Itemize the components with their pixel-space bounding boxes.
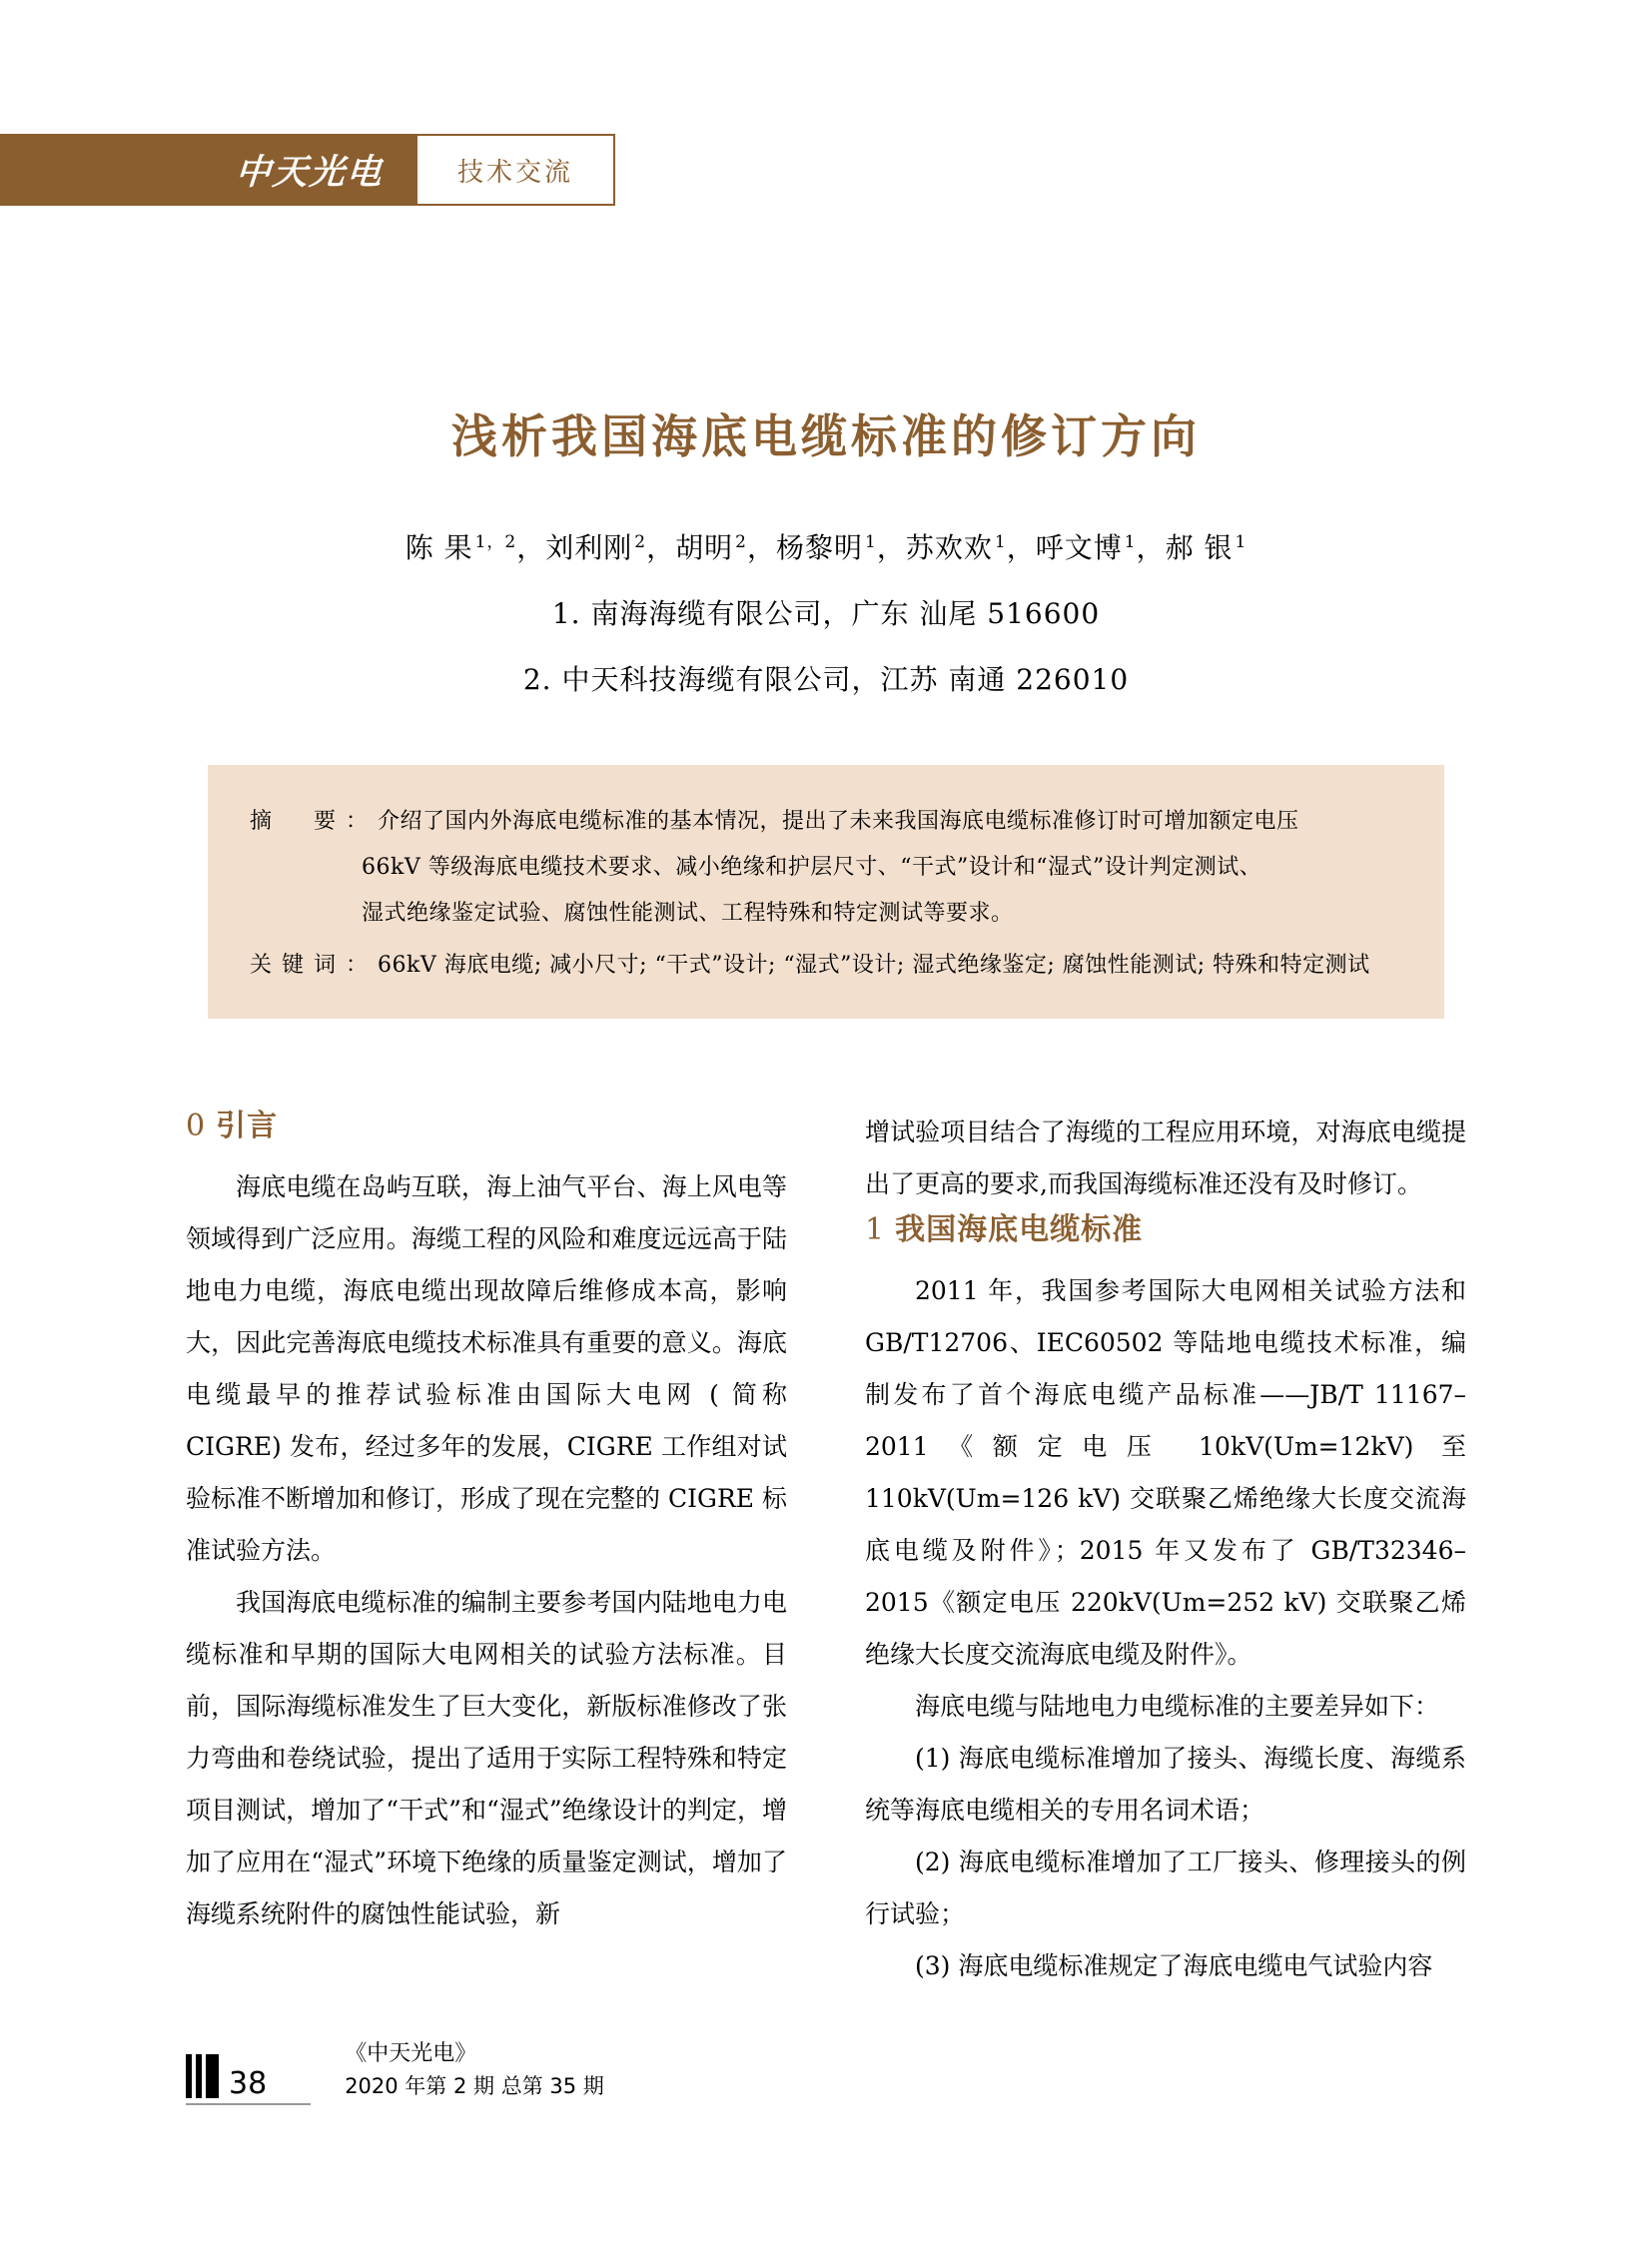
- keywords-label: 关键词：: [250, 953, 379, 978]
- footer-meta: [345, 2037, 604, 2105]
- paragraph: 我国海底电缆标准的编制主要参考国内陆地电力电缆标准和早期的国际大电网相关的试验方法标准。目前，国际海缆标准发生了巨大变化，新版标准修改了张力弯曲和卷绕试验，提出了适用于实际工程特殊和特定项目测试，增加了“干式”和“湿式”绝缘设计的判定，增加了应用在“湿式”环境下绝缘的质量鉴定测试，增加了海缆系统附件的腐蚀性能试验，新: [186, 1587, 787, 1928]
- affiliation-1: 1. 南海海缆有限公司，广东 汕尾 516600: [551, 597, 1101, 631]
- abstract-panel: [208, 765, 1444, 1019]
- author-affil-marker: 2: [735, 531, 747, 552]
- list-item: (3) 海底电缆标准规定了海底电缆电气试验内容: [915, 1950, 1433, 1980]
- keywords-text: 66kV 海底电缆; 减小尺寸; “干式”设计; “湿式”设计; 湿式绝缘鉴定; 腐蚀性能测试; 特殊和特定测试: [378, 953, 1370, 978]
- author-list: 陈 果 $^{1,2}$，刘利刚 $^2$，胡明 $^2$，杨黎明 $^1$，苏欢欢 $^1$，呼文博 $^1$，郝 银 $^1$: [405, 531, 1247, 565]
- page-title: 浅析我国海底电缆标准的修订方向: [451, 409, 1201, 463]
- list-item: (2) 海底电缆标准增加了工厂接头、修理接头的例行试验；: [865, 1847, 1466, 1928]
- author-entry: 郝 银 $^1$: [1165, 531, 1247, 565]
- author-entry: 杨黎明 $^1$: [775, 531, 877, 565]
- author-affil-marker: 1: [865, 531, 877, 552]
- abstract-row: [250, 799, 1402, 845]
- author-entry: 刘利刚 $^2$: [545, 531, 647, 565]
- section-heading-1: [865, 1210, 1466, 1251]
- author-entry: 胡明 $^2$: [675, 531, 747, 565]
- title-block: [0, 409, 1652, 698]
- section-number: 0: [186, 1109, 207, 1143]
- author-affil-marker: 1: [1235, 531, 1247, 552]
- section-tab-label: 技术交流: [456, 157, 573, 188]
- paragraph: 2011 年，我国参考国际大电网相关试验方法和 GB/T12706、IEC60502 等陆地电缆技术标准，编制发布了首个海底电缆产品标准——JB/T 11167–2011《额定电压 10kV(Um=12kV) 至 110kV(Um=126 kV) 交联聚乙烯绝缘大长度交流海底电缆及附件》；2015 年又发布了 GB/T32346–2015《额定电压 220kV(Um=252 kV) 交联聚乙烯绝缘大长度交流海底电缆及附件》。: [865, 1275, 1466, 1669]
- author-entry: 苏欢欢 $^1$: [905, 531, 1007, 565]
- author-affil-marker: 1: [1124, 531, 1137, 552]
- brand-logo-text: 中天光电: [234, 152, 386, 193]
- page-footer: [186, 2037, 1085, 2105]
- author-affil-marker: 2: [634, 531, 647, 552]
- author-entry: 陈 果 $^{1,2}$: [405, 531, 517, 565]
- affiliation-2: 2. 中天科技海缆有限公司，江苏 南通 226010: [522, 663, 1130, 697]
- abstract-line-3: 湿式绝缘鉴定试验、腐蚀性能测试、工程特殊和特定测试等要求。: [362, 901, 1014, 926]
- list-item: (1) 海底电缆标准增加了接头、海缆长度、海缆系统等海底电缆相关的专用名词术语；: [865, 1743, 1466, 1825]
- section-number: 1: [865, 1212, 886, 1247]
- section-tab: [417, 134, 615, 206]
- running-header: [0, 134, 619, 206]
- author-entry: 呼文博 $^1$: [1035, 531, 1137, 565]
- author-affil-marker: 1，2: [474, 531, 517, 552]
- issue-text: 2020 年第 2 期 总第 35 期: [345, 2074, 604, 2098]
- section-title: 我国海底电缆标准: [895, 1212, 1144, 1247]
- author-affil-marker: 1: [994, 531, 1007, 552]
- paragraph-continued: 增试验项目结合了海缆的工程应用环境，对海底电缆提出了更高的要求,而我国海缆标准还没有及时修订。: [865, 1118, 1466, 1198]
- body-columns: [186, 1107, 1466, 1992]
- page-number: 38: [229, 2066, 268, 2101]
- abstract-line-2: 66kV 等级海底电缆技术要求、减小绝缘和护层尺寸、“干式”设计和“湿式”设计判定测试、: [362, 855, 1262, 880]
- abstract-line-1: 介绍了国内外海底电缆标准的基本情况，提出了未来我国海底电缆标准修订时可增加额定电压: [378, 809, 1299, 834]
- paragraph: 海底电缆在岛屿互联，海上油气平台、海上风电等领域得到广泛应用。海缆工程的风险和难度远远高于陆地电力电缆，海底电缆出现故障后维修成本高，影响大，因此完善海底电缆技术标准具有重要的意义。海底电缆最早的推荐试验标准由国际大电网 ( 简称 CIGRE) 发布，经过多年的发展，CIGRE 工作组对试验标准不断增加和修订，形成了现在完整的 CIGRE 标准试验方法。: [186, 1171, 787, 1565]
- section-heading-0: [186, 1107, 787, 1147]
- section-title: 引言: [216, 1109, 279, 1143]
- brand-bar: [0, 134, 417, 206]
- paragraph: 海底电缆与陆地电力电缆标准的主要差异如下：: [915, 1691, 1440, 1721]
- right-column: [865, 1107, 1466, 1992]
- keywords-row: [250, 943, 1402, 989]
- folio-bars-icon: [186, 2054, 219, 2098]
- journal-name: 《中天光电》: [345, 2041, 477, 2066]
- left-column: [186, 1107, 787, 1992]
- folio: [186, 2054, 311, 2105]
- abstract-label: 摘 要：: [250, 809, 379, 834]
